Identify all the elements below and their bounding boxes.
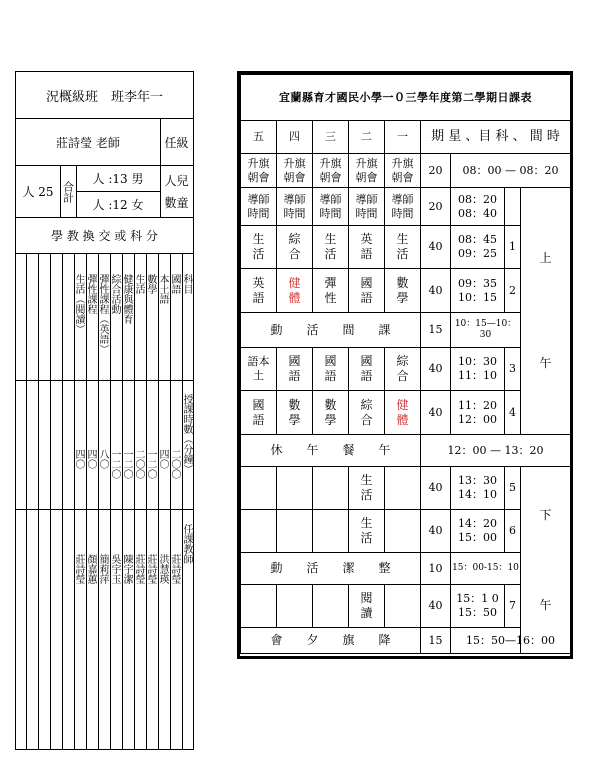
hours-cell: 一二〇 bbox=[109, 449, 120, 479]
period-number: 6 bbox=[505, 510, 521, 553]
cell bbox=[277, 467, 313, 510]
time-range bbox=[451, 269, 505, 313]
time-end: 09：25 bbox=[458, 247, 497, 260]
minutes: 20 bbox=[421, 154, 451, 188]
cell: 數 學 bbox=[277, 391, 313, 435]
hours-cell: 二〇〇 bbox=[169, 449, 180, 479]
teacher-cell: 莊詩瑩 bbox=[145, 554, 156, 584]
cell: 數 學 bbox=[385, 269, 421, 313]
subjects-heading: 學 教 換 交 或 科 分 bbox=[51, 229, 158, 243]
cell: 綜 合 bbox=[349, 391, 385, 435]
cell bbox=[385, 467, 421, 510]
cell bbox=[313, 510, 349, 553]
minutes: 40 bbox=[421, 269, 451, 313]
cell: 數 學 bbox=[313, 391, 349, 435]
time-range: 10：15—10：30 bbox=[451, 313, 521, 348]
minutes: 15 bbox=[421, 628, 451, 654]
hours-cell: 四〇 bbox=[85, 449, 96, 469]
teacher-cell: 簡莉萍 bbox=[97, 554, 108, 584]
cell bbox=[313, 467, 349, 510]
time-range bbox=[451, 585, 505, 628]
cell: 導師 時間 bbox=[277, 188, 313, 226]
time-end: 08：40 bbox=[458, 206, 497, 220]
timetable bbox=[237, 71, 573, 659]
day-fri: 五 bbox=[241, 121, 277, 154]
header-label: 期 星 、目 科 、 間 時 bbox=[421, 121, 571, 154]
timetable-row bbox=[241, 628, 571, 654]
minutes: 40 bbox=[421, 510, 451, 553]
cell bbox=[313, 585, 349, 628]
time-end: 15：00 bbox=[458, 531, 497, 544]
cell: 生 活 bbox=[385, 226, 421, 269]
boys-count: 人 :13 男 bbox=[92, 172, 144, 186]
cell: 導師 時間 bbox=[385, 188, 421, 226]
cell: 國 語 bbox=[349, 348, 385, 391]
time-range: 15：00-15：10 bbox=[451, 553, 521, 585]
cell bbox=[241, 467, 277, 510]
timetable-row bbox=[241, 154, 571, 188]
time-end: 14：10 bbox=[458, 488, 497, 501]
cell bbox=[277, 510, 313, 553]
class-title: 況概級班 班李年一 bbox=[45, 89, 163, 105]
time-range bbox=[451, 226, 505, 269]
cell: 健 體 bbox=[277, 269, 313, 313]
time-start: 10：30 bbox=[458, 355, 497, 369]
time-end: 15：50 bbox=[458, 606, 497, 619]
cell: 綜 合 bbox=[277, 226, 313, 269]
hours-cell: 四〇 bbox=[157, 449, 168, 469]
teacher-cell: 莊詩瑩 bbox=[133, 554, 144, 584]
period-number: 4 bbox=[505, 391, 521, 435]
minutes: 15 bbox=[421, 313, 451, 348]
cell: 升旗 朝會 bbox=[277, 154, 313, 188]
cell: 閱 讀 bbox=[349, 585, 385, 628]
subject-cell: 國語 bbox=[169, 274, 180, 294]
minutes: 20 bbox=[421, 188, 451, 226]
pm-top: 下 bbox=[539, 507, 552, 522]
cell: 國 語 bbox=[277, 348, 313, 391]
cell: 升旗 朝會 bbox=[241, 154, 277, 188]
cell: 升旗 朝會 bbox=[385, 154, 421, 188]
time-range bbox=[451, 391, 505, 435]
cell bbox=[385, 510, 421, 553]
hours-cell: 二〇〇 bbox=[133, 449, 144, 479]
timetable-row bbox=[241, 435, 571, 467]
afternoon-label bbox=[521, 467, 571, 654]
teacher-cell: 莊詩瑩 bbox=[73, 554, 84, 584]
cell: 導師 時間 bbox=[241, 188, 277, 226]
time-range: 12：00 — 13：20 bbox=[421, 435, 571, 467]
teacher-cell: 莊詩瑩 bbox=[169, 554, 180, 584]
cell: 國 語 bbox=[349, 269, 385, 313]
time-range bbox=[451, 510, 505, 553]
period-number: 1 bbox=[505, 226, 521, 269]
cell: 國 語 bbox=[313, 348, 349, 391]
minutes: 40 bbox=[421, 348, 451, 391]
teacher-col-header: 任課教師 bbox=[181, 524, 192, 564]
time-range bbox=[451, 188, 505, 226]
time-start: 14：20 bbox=[458, 517, 497, 531]
child-label: 人兒 bbox=[164, 173, 189, 188]
teacher-cell: 陳宇潔 bbox=[121, 554, 132, 584]
hours-cell: 一二〇 bbox=[145, 449, 156, 479]
cell bbox=[241, 510, 277, 553]
time-range: 08：00 — 08：20 bbox=[451, 154, 571, 188]
minutes: 40 bbox=[421, 585, 451, 628]
time-range bbox=[451, 467, 505, 510]
subject-cell: 綜合活動 bbox=[109, 274, 120, 314]
cleaning-label: 動 活 潔 整 bbox=[241, 553, 421, 585]
hours-col-header: 授課時數（分鐘） bbox=[181, 394, 192, 474]
time-start: 11：20 bbox=[458, 398, 497, 412]
title-row bbox=[241, 75, 571, 121]
cell: 生 活 bbox=[349, 510, 385, 553]
day-wed: 三 bbox=[313, 121, 349, 154]
break-label: 動 活 間 課 bbox=[241, 313, 421, 348]
total-label: 合計 bbox=[61, 180, 75, 203]
cell: 生 活 bbox=[349, 467, 385, 510]
cell bbox=[241, 585, 277, 628]
time-end: 11：10 bbox=[458, 369, 497, 382]
cell: 英 語 bbox=[241, 269, 277, 313]
minutes: 40 bbox=[421, 391, 451, 435]
subject-cell: 生活 bbox=[133, 274, 144, 294]
subject-grid bbox=[16, 254, 193, 749]
time-start: 09：35 bbox=[458, 276, 497, 290]
lunch-label: 休 午 餐 午 bbox=[241, 435, 421, 467]
subject-cell: 彈性課程 bbox=[85, 274, 96, 314]
period-number: 5 bbox=[505, 467, 521, 510]
subject-cell: 健康與體育 bbox=[121, 274, 132, 324]
cell: 英 語 bbox=[349, 226, 385, 269]
cell: 國 語 bbox=[241, 391, 277, 435]
time-start: 13：30 bbox=[458, 474, 497, 488]
cell: 綜 合 bbox=[385, 348, 421, 391]
time-start: 08：45 bbox=[458, 233, 497, 247]
cell: 導師 時間 bbox=[313, 188, 349, 226]
subject-cell: 數學 bbox=[145, 274, 156, 294]
day-header-row bbox=[241, 121, 571, 154]
cell: 升旗 朝會 bbox=[313, 154, 349, 188]
subject-cell: 本土語 bbox=[157, 274, 168, 304]
minutes: 10 bbox=[421, 553, 451, 585]
cell: 升旗 朝會 bbox=[349, 154, 385, 188]
timetable-row bbox=[241, 467, 571, 510]
time-start: 08：20 bbox=[458, 192, 497, 206]
hours-cell: 一二〇 bbox=[121, 449, 132, 479]
subjects-heading-row bbox=[16, 218, 193, 254]
class-overview-panel bbox=[15, 71, 194, 750]
count-label: 數童 bbox=[164, 195, 189, 210]
period-number: 2 bbox=[505, 269, 521, 313]
teacher-cell: 顏嘉蕙 bbox=[85, 554, 96, 584]
day-tue: 二 bbox=[349, 121, 385, 154]
timetable-row bbox=[241, 188, 571, 226]
teacher-row bbox=[16, 119, 193, 166]
flag-lowering-label: 會 夕 旗 降 bbox=[241, 628, 421, 654]
cell: 導師 時間 bbox=[349, 188, 385, 226]
timetable-grid bbox=[240, 74, 571, 654]
cell: 語本 土 bbox=[241, 348, 277, 391]
cell: 生 活 bbox=[241, 226, 277, 269]
minutes: 40 bbox=[421, 467, 451, 510]
cell bbox=[277, 585, 313, 628]
time-end: 10：15 bbox=[458, 290, 497, 304]
teacher-cell: 吳宇玉 bbox=[109, 554, 120, 584]
am-top: 上 bbox=[539, 251, 552, 265]
teacher-name: 莊詩瑩 老師 bbox=[56, 135, 120, 150]
morning-label bbox=[521, 188, 571, 435]
period-number: 3 bbox=[505, 348, 521, 391]
cell bbox=[385, 585, 421, 628]
timetable-title: 宜蘭縣育才國民小學一０三學年度第二學期日課表 bbox=[241, 75, 571, 121]
period-number: 7 bbox=[505, 585, 521, 628]
time-range: 15：50—16：00 bbox=[451, 628, 571, 654]
subject-cell: 彈性課程（英語） bbox=[97, 274, 108, 354]
student-count-row bbox=[16, 166, 193, 218]
day-thu: 四 bbox=[277, 121, 313, 154]
girls-count: 人 :12 女 bbox=[92, 198, 144, 212]
am-bottom: 午 bbox=[539, 356, 552, 370]
day-mon: 一 bbox=[385, 121, 421, 154]
time-end: 12：00 bbox=[458, 412, 497, 426]
minutes: 40 bbox=[421, 226, 451, 269]
cell: 彈 性 bbox=[313, 269, 349, 313]
hours-cell: 八〇 bbox=[97, 449, 108, 469]
people-total: 人 25 bbox=[22, 185, 54, 199]
teacher-role: 任級 bbox=[164, 135, 189, 150]
class-title-row bbox=[16, 72, 193, 119]
pm-bottom: 午 bbox=[539, 597, 552, 612]
hours-cell: 四〇 bbox=[73, 449, 84, 469]
time-range bbox=[451, 348, 505, 391]
cell: 生 活 bbox=[313, 226, 349, 269]
subject-col-header: 科目 bbox=[181, 274, 192, 294]
time-start: 15：1 0 bbox=[456, 592, 499, 606]
cell: 健 體 bbox=[385, 391, 421, 435]
subject-cell: 生活（閱讀） bbox=[73, 274, 84, 334]
teacher-cell: 洪慧瑛 bbox=[157, 554, 168, 584]
